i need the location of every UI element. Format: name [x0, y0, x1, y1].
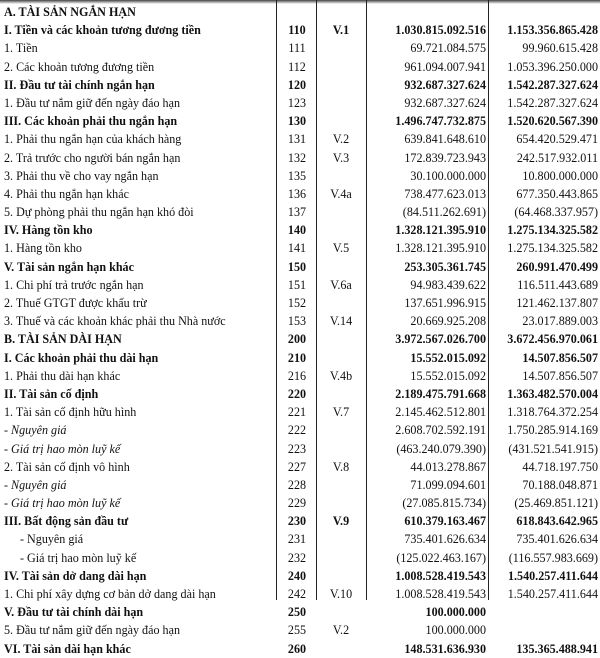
row-code: 216 [287, 368, 307, 383]
row-current-value: 71.099.094.601 [410, 477, 486, 492]
row-label: 1. Tiền [4, 41, 38, 56]
row-previous-value: 1.153.356.865.428 [507, 23, 598, 38]
row-previous-value: 1.750.285.914.169 [507, 423, 598, 438]
row-current-value: 1.328.121.395.910 [395, 223, 486, 238]
row-previous-value: 1.318.764.372.254 [507, 405, 598, 420]
row-label: 2. Các khoản tương đương tiền [4, 59, 155, 74]
row-label: 1. Chi phí trả trước ngắn hạn [4, 277, 144, 292]
table-row [0, 3, 600, 21]
row-label: V. Tài sản ngắn hạn khác [4, 259, 134, 274]
row-label: 3. Phải thu về cho vay ngắn hạn [4, 168, 159, 183]
row-code: 130 [287, 114, 307, 129]
row-label: 3. Thuế và các khoản khác phải thu Nhà nước [4, 314, 226, 329]
row-previous-value: (431.521.541.915) [508, 441, 598, 456]
row-label: 4. Phải thu ngắn hạn khác [4, 186, 129, 201]
row-code: 141 [287, 241, 307, 256]
table-row [0, 239, 600, 257]
table-row [0, 530, 600, 548]
row-previous-value: 677.350.443.865 [516, 186, 598, 201]
row-label: IV. Tài sản dở dang dài hạn [4, 568, 147, 583]
row-previous-value: 10.800.000.000 [522, 168, 598, 183]
row-code: 255 [287, 623, 307, 638]
row-code: 200 [287, 332, 307, 347]
row-note: V.8 [332, 459, 350, 474]
row-label: - Giá trị hao mòn luỹ kế [20, 550, 137, 565]
table-row [0, 21, 600, 39]
row-label: 1. Phải thu ngắn hạn của khách hàng [4, 132, 182, 147]
table-row [0, 512, 600, 530]
row-current-value: 1.030.815.092.516 [395, 23, 486, 38]
row-code: 151 [287, 277, 307, 292]
row-note: V.2 [332, 132, 350, 147]
row-code: 221 [287, 405, 307, 420]
row-previous-value: 1.540.257.411.644 [507, 568, 598, 583]
row-label: - Nguyên giá [4, 477, 67, 492]
row-current-value: 15.552.015.092 [410, 368, 486, 383]
row-current-value: 100.000.000 [425, 623, 486, 638]
row-current-value: 1.496.747.732.875 [395, 114, 486, 129]
row-code: 152 [287, 296, 307, 310]
table-row [0, 112, 600, 130]
table-row [0, 185, 600, 203]
row-code: 136 [287, 186, 307, 201]
row-code: 210 [287, 350, 307, 365]
row-label: VI. Tài sản dài hạn khác [4, 641, 131, 656]
row-current-value: 932.687.327.624 [404, 95, 486, 110]
row-previous-value: (116.557.983.669) [508, 550, 598, 565]
row-label: 1. Hàng tồn kho [4, 241, 82, 256]
table-row [0, 367, 600, 385]
row-current-value: 1.328.121.395.910 [395, 241, 486, 256]
row-label: 2. Tài sản cố định vô hình [4, 459, 130, 474]
table-row [0, 221, 600, 239]
row-label: 1. Đầu tư nắm giữ đến ngày đáo hạn [4, 95, 180, 110]
table-row [0, 621, 600, 639]
table-row [0, 458, 600, 476]
row-previous-value: (25.469.851.121) [514, 496, 598, 511]
row-current-value: (27.085.815.734) [402, 496, 486, 511]
row-previous-value: 1.053.396.250.000 [507, 59, 598, 74]
table-row [0, 330, 600, 348]
row-previous-value: 99.960.615.428 [522, 41, 598, 56]
row-current-value: 735.401.626.634 [404, 532, 486, 547]
table-row [0, 76, 600, 94]
row-previous-value: 14.507.856.507 [522, 350, 598, 365]
row-current-value: 100.000.000 [425, 605, 486, 620]
row-code: 120 [287, 77, 307, 92]
row-note: V.5 [332, 241, 350, 256]
row-current-value: 610.379.163.467 [404, 514, 486, 529]
table-row [0, 149, 600, 167]
row-previous-value: 1.540.257.411.644 [507, 587, 598, 601]
row-code: 132 [287, 150, 307, 165]
row-code: 242 [287, 587, 307, 601]
row-current-value: 2.145.462.512.801 [395, 405, 486, 420]
row-code: 140 [287, 223, 307, 238]
row-code: 223 [287, 441, 307, 456]
row-previous-value: 116.511.443.689 [517, 277, 598, 292]
row-label: - Nguyên giá [20, 532, 84, 547]
row-code: 240 [287, 568, 307, 583]
row-note: V.1 [332, 23, 350, 38]
row-label: III. Các khoản phải thu ngắn hạn [4, 114, 178, 129]
table-row [0, 494, 600, 512]
row-current-value: (463.240.079.390) [396, 441, 486, 456]
row-current-value: 148.531.636.930 [404, 641, 486, 656]
row-current-value: (125.022.463.167) [396, 550, 486, 565]
table-row [0, 167, 600, 185]
row-previous-value: 654.420.529.471 [516, 132, 598, 147]
row-current-value: 94.983.439.622 [410, 277, 486, 292]
row-previous-value: 23.017.889.003 [522, 314, 598, 329]
row-label: 1. Tài sản cố định hữu hình [4, 405, 137, 420]
row-code: 260 [287, 641, 307, 656]
table-row [0, 130, 600, 148]
row-label: II. Tài sản cố định [4, 386, 99, 401]
row-current-value: 253.305.361.745 [404, 259, 486, 274]
row-previous-value: 735.401.626.634 [516, 532, 598, 547]
row-code: 131 [287, 132, 307, 147]
row-previous-value: 1.520.620.567.390 [507, 114, 598, 129]
table-row [0, 312, 600, 330]
table-row [0, 640, 600, 658]
row-current-value: 15.552.015.092 [410, 350, 486, 365]
table-row [0, 276, 600, 294]
row-label: 5. Đầu tư nắm giữ đến ngày đáo hạn [4, 623, 180, 638]
row-code: 150 [287, 259, 307, 274]
row-previous-value: 44.718.197.750 [522, 459, 598, 474]
table-row [0, 403, 600, 421]
table-row [0, 349, 600, 367]
row-current-value: 172.839.723.943 [404, 150, 486, 165]
table-row [0, 94, 600, 112]
row-code: 135 [287, 168, 307, 183]
row-note: V.4b [329, 368, 353, 383]
table-row [0, 603, 600, 621]
row-previous-value: 135.365.488.941 [516, 641, 598, 656]
row-previous-value: 3.672.456.970.061 [507, 332, 598, 347]
row-note: V.4a [330, 186, 352, 201]
row-previous-value: 242.517.932.011 [516, 150, 598, 165]
row-code: 112 [288, 59, 306, 74]
row-note: V.6a [330, 277, 352, 292]
row-label: 5. Dự phòng phải thu ngắn hạn khó đòi [4, 205, 194, 220]
balance-sheet-rows [0, 3, 600, 658]
table-row [0, 549, 600, 567]
row-code: 153 [287, 314, 307, 329]
row-label: III. Bất động sản đầu tư [4, 514, 129, 529]
row-current-value: 1.008.528.419.543 [395, 587, 486, 601]
table-row [0, 440, 600, 458]
table-row [0, 585, 600, 603]
row-current-value: 3.972.567.026.700 [395, 332, 486, 347]
row-previous-value: 1.542.287.327.624 [507, 77, 598, 92]
row-current-value: 44.013.278.867 [410, 459, 486, 474]
row-previous-value: 1.542.287.327.624 [507, 95, 598, 110]
row-note: V.3 [332, 150, 350, 165]
row-code: 220 [287, 386, 307, 401]
row-code: 250 [287, 605, 307, 620]
row-label: 1. Chi phí xây dựng cơ bản dở dang dài hạn [4, 587, 216, 601]
row-code: 228 [287, 477, 307, 492]
row-current-value: 961.094.007.941 [404, 59, 486, 74]
row-code: 137 [287, 205, 307, 220]
row-previous-value: 1.275.134.325.582 [507, 223, 598, 238]
row-label: A. TÀI SẢN NGẮN HẠN [4, 5, 136, 19]
row-previous-value: 70.188.048.871 [522, 477, 598, 492]
row-previous-value: 1.275.134.325.582 [507, 241, 598, 256]
row-label: IV. Hàng tồn kho [4, 223, 93, 238]
row-note: V.7 [332, 405, 350, 420]
table-row [0, 58, 600, 76]
row-code: 110 [288, 23, 306, 38]
row-previous-value: 14.507.856.507 [522, 368, 598, 383]
row-note: V.9 [332, 514, 350, 529]
row-code: 227 [287, 459, 307, 474]
row-current-value: (84.511.262.691) [402, 205, 486, 220]
row-label: - Giá trị hao mòn luỹ kế [4, 496, 121, 511]
row-previous-value: 618.843.642.965 [516, 514, 598, 529]
table-row [0, 258, 600, 276]
row-label: 1. Phải thu dài hạn khác [4, 368, 121, 383]
row-code: 123 [287, 95, 307, 110]
row-label: I. Tiền và các khoản tương đương tiền [4, 23, 201, 38]
row-code: 232 [287, 550, 307, 565]
table-row [0, 567, 600, 585]
table-row [0, 203, 600, 221]
row-code: 229 [287, 496, 307, 511]
row-label: B. TÀI SẢN DÀI HẠN [4, 332, 122, 347]
row-previous-value: 1.363.482.570.004 [507, 386, 598, 401]
row-label: - Nguyên giá [4, 423, 67, 438]
row-label: II. Đầu tư tài chính ngắn hạn [4, 77, 155, 92]
row-previous-value: 260.991.470.499 [516, 259, 598, 274]
table-row [0, 385, 600, 403]
row-code: 231 [287, 532, 307, 547]
row-code: 222 [287, 423, 307, 438]
row-current-value: 20.669.925.208 [410, 314, 486, 329]
table-row [0, 294, 600, 312]
row-current-value: 2.189.475.791.668 [395, 386, 486, 401]
row-current-value: 1.008.528.419.543 [395, 568, 486, 583]
table-row [0, 476, 600, 494]
row-label: 2. Thuế GTGT được khấu trừ [4, 296, 147, 310]
row-current-value: 69.721.084.575 [410, 41, 486, 56]
row-label: I. Các khoản phải thu dài hạn [4, 350, 159, 365]
row-previous-value: (64.468.337.957) [514, 205, 598, 220]
row-note: V.10 [329, 587, 353, 601]
table-row [0, 39, 600, 57]
row-current-value: 639.841.648.610 [404, 132, 486, 147]
row-code: 230 [287, 514, 307, 529]
row-label: V. Đầu tư tài chính dài hạn [4, 605, 144, 620]
row-current-value: 30.100.000.000 [410, 168, 486, 183]
row-current-value: 738.477.623.013 [404, 186, 486, 201]
table-row [0, 421, 600, 439]
row-current-value: 932.687.327.624 [404, 77, 486, 92]
row-note: V.14 [329, 314, 353, 329]
row-label: 2. Trả trước cho người bán ngắn hạn [4, 150, 181, 165]
row-code: 111 [288, 41, 306, 56]
row-note: V.2 [332, 623, 350, 638]
row-current-value: 2.608.702.592.191 [395, 423, 486, 438]
row-label: - Giá trị hao mòn luỹ kế [4, 441, 121, 456]
row-current-value: 137.651.996.915 [404, 296, 486, 310]
row-previous-value: 121.462.137.807 [516, 296, 598, 310]
